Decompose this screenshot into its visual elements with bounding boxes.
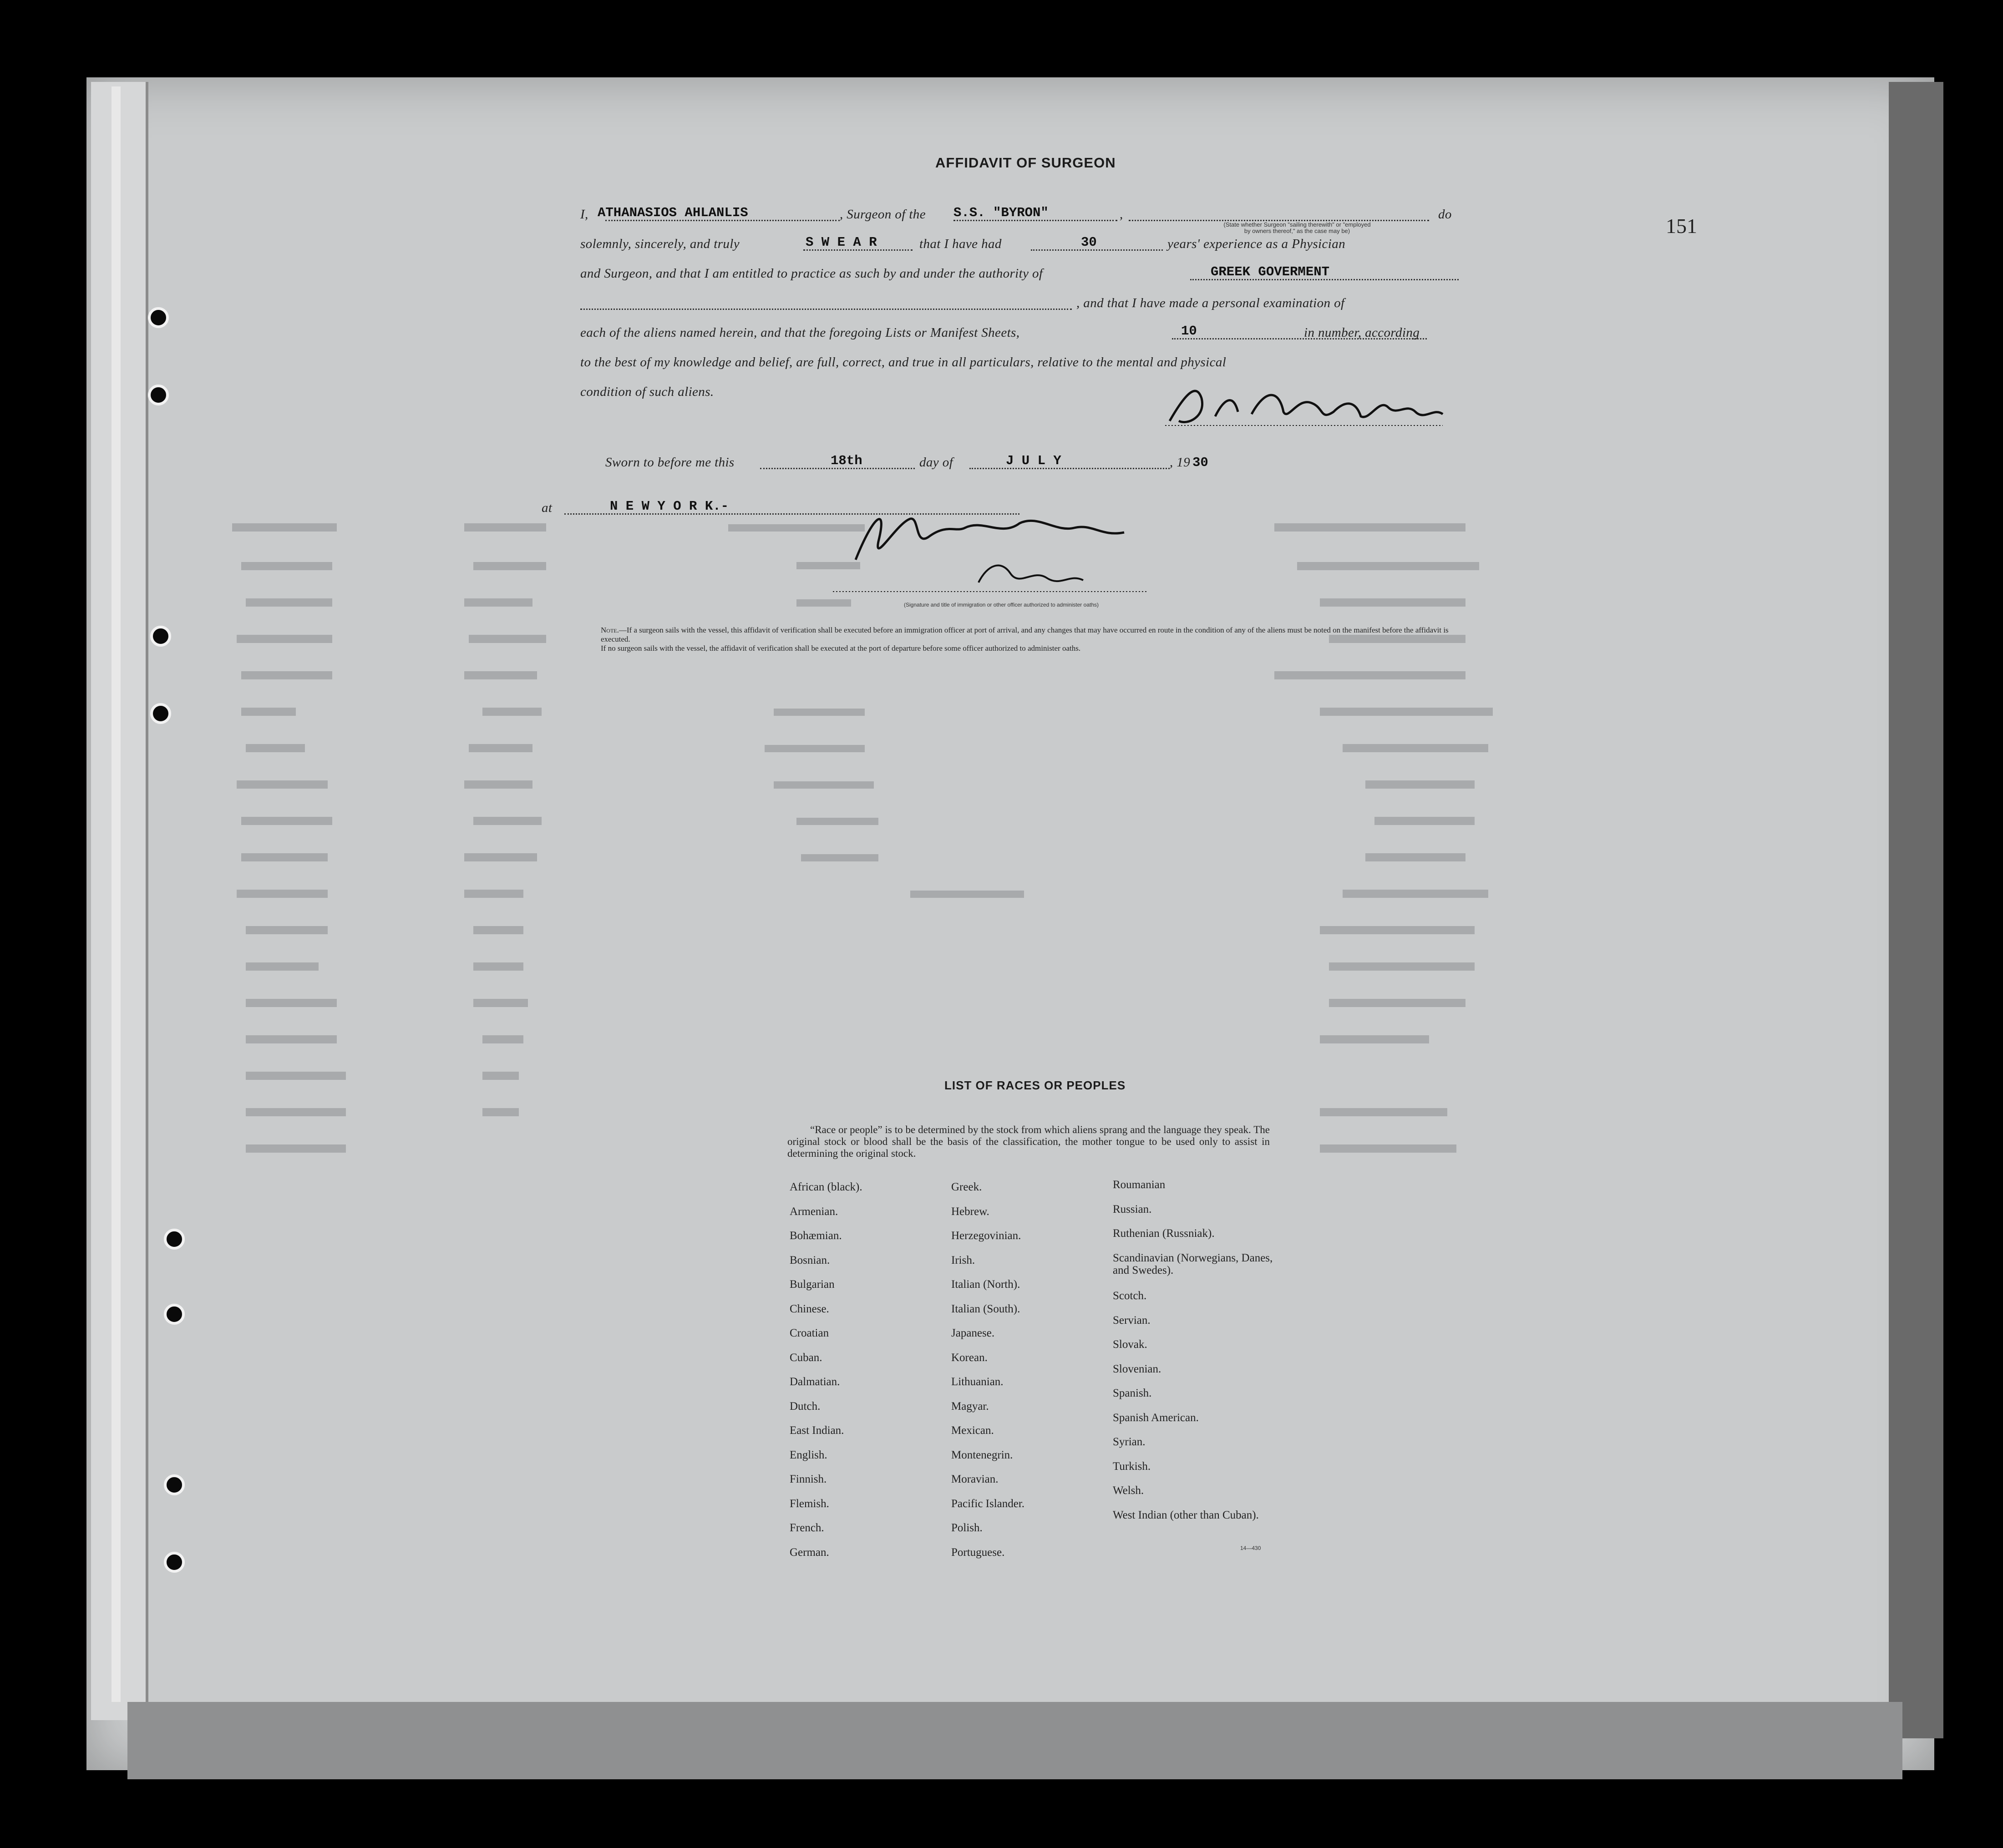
sworn-text: Sworn to before me this <box>605 455 735 470</box>
race-item: Syrian. <box>1113 1436 1146 1448</box>
dotted-line <box>969 468 1170 469</box>
races-column-3 <box>1113 1179 1304 1565</box>
manifest-text: each of the aliens named herein, and that the foregoing Lists or Manifest Sheets, <box>580 325 1020 340</box>
affidavit-line-1 <box>580 205 1463 234</box>
race-item: Moravian. <box>951 1473 999 1485</box>
race-item: Dutch. <box>790 1400 821 1413</box>
note-label: Note. <box>601 626 619 634</box>
year-prefix: , 19 <box>1170 455 1191 470</box>
race-item: Italian (South). <box>951 1302 1020 1315</box>
punch-hole <box>164 1552 185 1573</box>
races-column-1 <box>790 1181 953 1568</box>
race-item: Finnish. <box>790 1473 827 1485</box>
page-stack-edge-highlight <box>112 86 121 1702</box>
sworn-month: J U L Y <box>1006 453 1061 468</box>
affidavit-line-3 <box>580 266 1463 289</box>
race-item: Armenian. <box>790 1205 838 1218</box>
race-item: Spanish. <box>1113 1387 1152 1399</box>
race-item: Portuguese. <box>951 1546 1005 1559</box>
officer-signature <box>828 496 1192 614</box>
race-item: Mexican. <box>951 1424 994 1437</box>
race-item: Bulgarian <box>790 1278 835 1291</box>
solemnly-text: solemnly, sincerely, and truly <box>580 237 740 251</box>
affidavit-title: AFFIDAVIT OF SURGEON <box>935 155 1116 171</box>
race-item: Slovak. <box>1113 1338 1147 1351</box>
race-item: Servian. <box>1113 1314 1151 1327</box>
race-item: Bohæmian. <box>790 1230 842 1242</box>
race-item: Croatian <box>790 1327 829 1339</box>
at-label: at <box>542 501 553 515</box>
punch-hole <box>148 307 169 328</box>
authority-text: and Surgeon, and that I am entitled to practice as such by and under the authority of <box>580 266 1043 281</box>
surgeon-name: ATHANASIOS AHLANLIS <box>598 205 748 220</box>
race-item: Irish. <box>951 1254 975 1266</box>
affidavit-line-5 <box>580 325 1463 348</box>
at-place: N E W Y O R K.- <box>610 499 729 514</box>
race-item: Lithuanian. <box>951 1376 1004 1388</box>
affidavit-line-4 <box>580 296 1463 319</box>
intro-text: I, <box>580 207 588 222</box>
surgeon-signature <box>1161 371 1456 439</box>
race-item: Scandinavian (Norwegians, Danes, and Swedes). <box>1113 1251 1273 1276</box>
surgeon-of-text: , Surgeon of the <box>840 207 926 222</box>
race-item: Bosnian. <box>790 1254 830 1266</box>
race-item: Italian (North). <box>951 1278 1020 1291</box>
examination-text: , and that I have made a personal examination of <box>1076 296 1345 310</box>
have-had-text: that I have had <box>919 237 1002 251</box>
race-item: Roumanian <box>1113 1179 1166 1191</box>
punch-hole <box>164 1229 185 1250</box>
race-item: African (black). <box>790 1181 862 1193</box>
officer-caption: (Signature and title of immigration or other officer authorized to administer oaths) <box>904 602 1099 608</box>
experience-text: years' experience as a Physician <box>1167 237 1346 251</box>
race-item: Japanese. <box>951 1327 995 1339</box>
race-item: Scotch. <box>1113 1290 1147 1302</box>
race-item: Cuban. <box>790 1351 822 1364</box>
sworn-day: 18th <box>831 453 862 468</box>
race-item: English. <box>790 1448 827 1461</box>
authority-value: GREEK GOVERMENT <box>1211 264 1330 279</box>
affidavit-note <box>601 626 1456 653</box>
race-item: Slovenian. <box>1113 1362 1161 1375</box>
punch-hole <box>148 385 169 405</box>
race-item: Hebrew. <box>951 1205 989 1218</box>
races-intro: “Race or people” is to be determined by the stock from which aliens sprang and the language they speak. The original stock or blood shall be the basis of the classification, the mother tongue to be used only to assist in determining the original stock. <box>787 1124 1270 1159</box>
affidavit-line-7: condition of such aliens. <box>580 385 714 399</box>
note-text-2: If no surgeon sails with the vessel, the affidavit of verification shall be executed at the port of departure before some officer authorized to administer oaths. <box>601 644 1081 653</box>
races-column-2 <box>951 1181 1124 1568</box>
ship-name: S.S. "BYRON" <box>953 205 1049 220</box>
race-item: East Indian. <box>790 1424 844 1437</box>
race-item: Polish. <box>951 1522 983 1534</box>
note-text-1: —If a surgeon sails with the vessel, this affidavit of verification shall be executed before an immigration officer at port of arrival, and any changes that may have occurred en route in the condition of any of the aliens must be noted on the manifest before the affidavit is executed. <box>601 626 1449 643</box>
punch-hole <box>150 626 171 647</box>
race-item: Russian. <box>1113 1203 1152 1215</box>
punch-hole <box>164 1474 185 1495</box>
oath-word: S W E A R <box>806 235 877 250</box>
race-item: West Indian (other than Cuban). <box>1113 1509 1259 1521</box>
race-item: Korean. <box>951 1351 988 1364</box>
sheets-count: 10 <box>1181 324 1197 339</box>
form-code: 14—430 <box>1240 1545 1261 1551</box>
years-experience: 30 <box>1081 235 1097 250</box>
race-item: Spanish American. <box>1113 1411 1199 1424</box>
race-item: Welsh. <box>1113 1484 1144 1497</box>
race-item: Chinese. <box>790 1302 829 1315</box>
race-item: French. <box>790 1522 824 1534</box>
race-item: Herzegovinian. <box>951 1230 1021 1242</box>
punch-hole <box>150 703 171 724</box>
binding-edge <box>1889 82 1943 1738</box>
bottom-torn-strip <box>127 1702 1902 1779</box>
affidavit-line-2 <box>580 237 1463 259</box>
comma: , <box>1120 207 1123 222</box>
state-note: (State whether Surgeon "sailing therewith" or "employed by owners thereof," as the case may be) <box>1223 221 1371 234</box>
race-item: German. <box>790 1546 829 1559</box>
race-item: Flemish. <box>790 1497 829 1510</box>
race-item: Pacific Islander. <box>951 1497 1025 1510</box>
day-of-text: day of <box>919 455 953 470</box>
race-item: Turkish. <box>1113 1460 1151 1473</box>
dotted-line <box>1031 249 1163 251</box>
race-item: Magyar. <box>951 1400 989 1413</box>
dotted-line <box>580 309 1072 310</box>
page-number: 151 <box>1666 214 1697 238</box>
in-number-text: in number, according <box>1304 325 1420 340</box>
race-item: Ruthenian (Russniak). <box>1113 1227 1215 1240</box>
race-item: Greek. <box>951 1181 982 1193</box>
race-item: Montenegrin. <box>951 1448 1013 1461</box>
do-text: do <box>1438 207 1452 222</box>
race-item: Dalmatian. <box>790 1376 840 1388</box>
sworn-line <box>605 455 1242 478</box>
punch-hole <box>164 1304 185 1325</box>
affidavit-line-6: to the best of my knowledge and belief, are full, correct, and true in all particulars, relative to the mental and physical <box>580 355 1227 370</box>
races-title: LIST OF RACES OR PEOPLES <box>944 1078 1126 1092</box>
sworn-year: 30 <box>1192 455 1208 470</box>
